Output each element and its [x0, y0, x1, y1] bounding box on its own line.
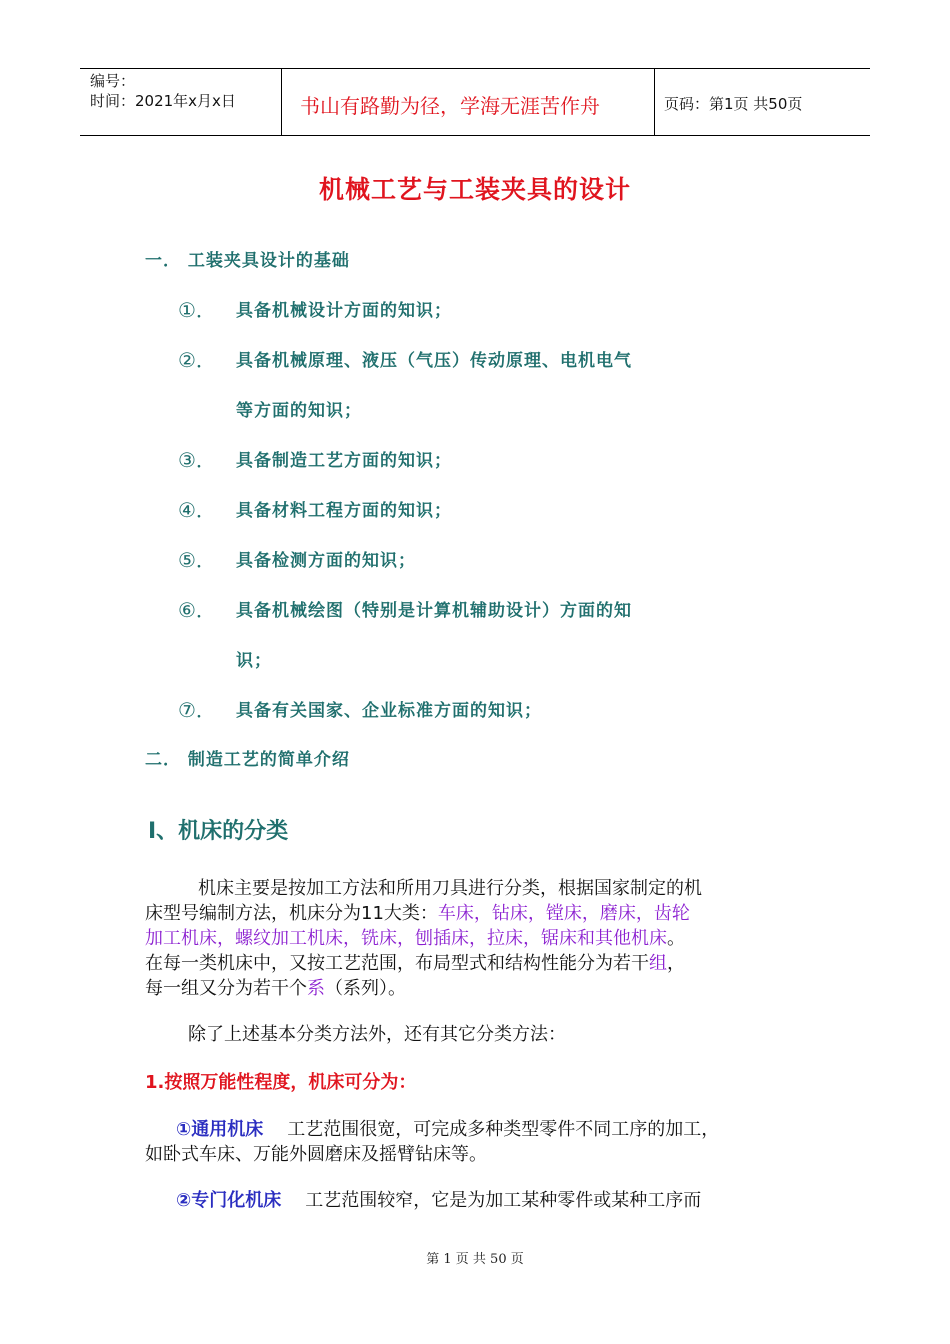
header-bottom-rule [80, 135, 870, 136]
list-item-text: 具备检测方面的知识； [236, 551, 416, 571]
section-heading-1: 一． 工装夹具设计的基础 [145, 251, 350, 271]
paragraph-text: 每一组又分为若干个 [145, 978, 307, 999]
highlight-text: 系 [307, 978, 325, 999]
list-item-number: ②． [178, 348, 216, 372]
page-footer: 第 1 页 共 50 页 [426, 1252, 524, 1267]
header-motto: 书山有路勤为径，学海无涯苦作舟 [300, 94, 600, 118]
list-item-text-continued: 识； [236, 651, 272, 671]
header-top-rule [80, 68, 870, 69]
highlight-text: 车床，钻床，镗床，磨床，齿轮 [437, 903, 690, 924]
section-heading-2: 二． 制造工艺的简单介绍 [145, 750, 350, 770]
header-page-label: 页码：第1页 共50页 [664, 95, 803, 113]
paragraph-text: 在每一类机床中，又按工艺范围，布局型式和结构性能分为若干 [145, 953, 649, 974]
paragraph-line [145, 901, 690, 926]
header-number-label: 编号： [90, 72, 136, 90]
document-title: 机械工艺与工装夹具的设计 [318, 175, 631, 204]
list-item-text: 具备制造工艺方面的知识； [236, 451, 452, 471]
paragraph-line: 除了上述基本分类方法外，还有其它分类方法： [188, 1024, 566, 1045]
paragraph-text: 工艺范围较窄，它是为加工某种零件或某种工序而 [305, 1190, 702, 1211]
paragraph-line [145, 976, 406, 1001]
paragraph-text: ， [667, 953, 685, 974]
list-item-text: 具备有关国家、企业标准方面的知识； [236, 701, 542, 721]
paragraph-line [176, 1117, 719, 1142]
list-item-text: 具备材料工程方面的知识； [236, 501, 452, 521]
subsection-heading: 1.按照万能性程度，机床可分为： [145, 1072, 417, 1093]
list-item-number: ⑥． [178, 598, 216, 622]
header-date-label: 时间：2021年x月x日 [90, 92, 236, 110]
list-item-text: 具备机械设计方面的知识； [236, 301, 452, 321]
paragraph-line [145, 926, 685, 951]
paragraph-line: 机床主要是按加工方法和所用刀具进行分类，根据国家制定的机 [198, 878, 702, 899]
list-item-number: ①． [178, 298, 216, 322]
paragraph-line [145, 951, 685, 976]
list-item-number: ③． [178, 448, 216, 472]
paragraph-line [176, 1188, 701, 1213]
header-divider-left [281, 68, 282, 136]
list-item-text: 具备机械原理、液压（气压）传动原理、电机电气 [236, 351, 632, 371]
list-item-text: 具备机械绘图（特别是计算机辅助设计）方面的知 [236, 601, 632, 621]
list-item-text-continued: 等方面的知识； [236, 401, 362, 421]
paragraph-text: 工艺范围很宽，可完成多种类型零件不同工序的加工， [287, 1119, 720, 1140]
term-label: ①通用机床 [176, 1119, 264, 1140]
paragraph-text: （系列）。 [325, 978, 406, 999]
list-item-number: ⑤． [178, 548, 216, 572]
term-label: ②专门化机床 [176, 1190, 282, 1211]
highlight-text: 加工机床，螺纹加工机床，铣床，刨插床，拉床，锯床和其他机床 [145, 928, 667, 949]
paragraph-text: 。 [667, 928, 685, 949]
highlight-text: 组 [649, 953, 667, 974]
list-item-number: ④． [178, 498, 216, 522]
paragraph-line: 如卧式车床、万能外圆磨床及摇臂钻床等。 [145, 1144, 487, 1165]
list-item-number: ⑦． [178, 698, 216, 722]
header-divider-right [654, 68, 655, 136]
section-heading-3: Ⅰ、机床的分类 [148, 819, 289, 844]
paragraph-text: 床型号编制方法，机床分为11大类： [145, 903, 438, 924]
